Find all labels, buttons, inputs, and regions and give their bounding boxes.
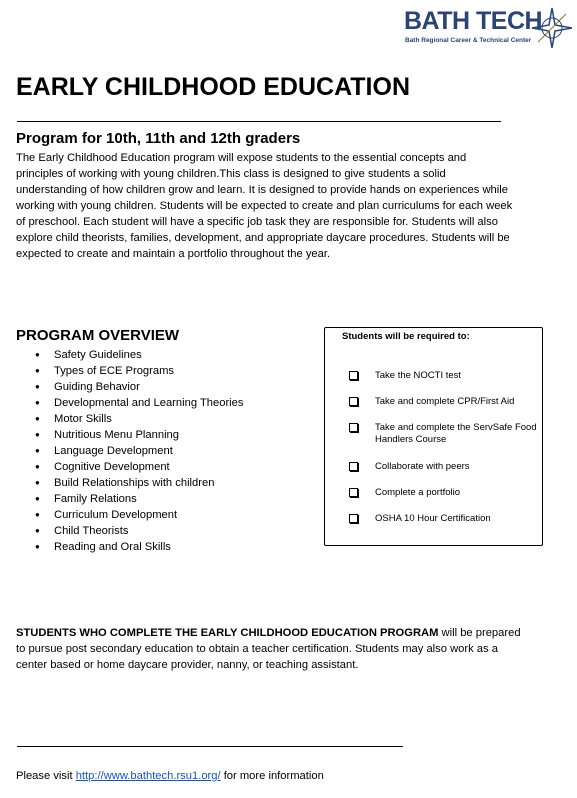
checkbox-icon	[349, 514, 358, 523]
list-item: ● Build Relationships with children	[16, 475, 243, 491]
title-divider	[17, 121, 501, 122]
outcome-text: will be prepared to pursue post secondary education to obtain a teacher certification. Students may also work as a center based or home daycare provider, nanny, or teaching assistant.	[16, 627, 521, 671]
list-item: ● Language Development	[16, 443, 243, 459]
list-item: ● Child Theorists	[16, 523, 243, 539]
requirements-title: Students will be required to:	[342, 331, 470, 342]
overview-heading: PROGRAM OVERVIEW	[16, 327, 180, 344]
footer-divider	[17, 746, 403, 747]
intro-paragraph: The Early Childhood Education program will expose students to the essential concepts and principles of working with young children.This class is designed to give students a solid understanding of how children grow and learn. It is designed to provide hands on experiences while working with young children. Students will be expected to create and plan curriculums for each week of preschool. Each student will have a specific job task they are responsible for. Students will also explore child theorists, families, development, and appropriate daycare procedures. Students will be expected to create and maintain a portfolio throughout the year.	[16, 152, 513, 260]
footer	[16, 768, 324, 784]
checkbox-icon	[349, 371, 358, 380]
list-item: ● Types of ECE Programs	[16, 363, 243, 379]
logo-tagline: Bath Regional Career & Technical Center	[405, 37, 532, 44]
list-item: ● Guiding Behavior	[16, 379, 243, 395]
list-item: ● Safety Guidelines	[16, 347, 243, 363]
requirement-label: Take and complete CPR/First Aid	[375, 396, 515, 407]
list-item: ● Family Relations	[16, 491, 243, 507]
outcome-paragraph	[16, 625, 526, 673]
bath-tech-logo	[404, 6, 574, 50]
overview-list	[16, 347, 243, 555]
list-item: ● Developmental and Learning Theories	[16, 395, 243, 411]
list-item: ● Motor Skills	[16, 411, 243, 427]
logo-wordmark: BATH TECH	[404, 7, 543, 35]
list-item: ● Reading and Oral Skills	[16, 539, 243, 555]
program-subtitle: Program for 10th, 11th and 12th graders	[16, 130, 301, 147]
requirements-box	[324, 327, 543, 546]
footer-prefix: Please visit	[16, 770, 76, 782]
checkbox-icon	[349, 462, 358, 471]
requirement-label: OSHA 10 Hour Certification	[375, 513, 491, 524]
outcome-lead: STUDENTS WHO COMPLETE THE EARLY CHILDHOOD EDUCATION PROGRAM	[16, 627, 439, 639]
compass-star-icon	[530, 6, 574, 50]
checkbox-icon	[349, 488, 358, 497]
list-item: ● Nutritious Menu Planning	[16, 427, 243, 443]
requirement-label: Collaborate with peers	[375, 461, 470, 472]
website-link[interactable]: http://www.bathtech.rsu1.org/	[75, 770, 221, 782]
requirement-label: Complete a portfolio	[375, 487, 461, 498]
list-item: ● Cognitive Development	[16, 459, 243, 475]
page-title: EARLY CHILDHOOD EDUCATION	[16, 73, 411, 101]
requirement-label: Take and complete the ServSafe Food Handlers Course	[375, 422, 537, 445]
list-item: ● Curriculum Development	[16, 507, 243, 523]
checkbox-icon	[349, 423, 358, 432]
requirement-label: Take the NOCTI test	[375, 370, 462, 381]
footer-suffix: for more information	[220, 770, 324, 782]
checkbox-icon	[349, 397, 358, 406]
